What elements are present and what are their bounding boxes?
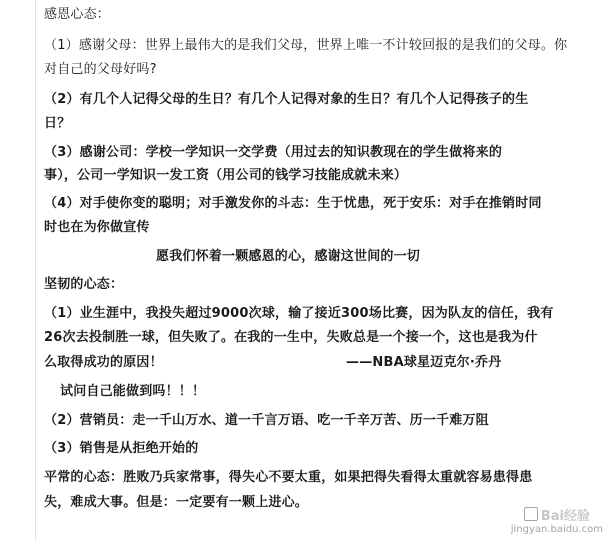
paragraph-line: 事），公司一学知识一发工资（用公司的钱学习技能成就未来）	[44, 168, 408, 183]
quote-attribution: ——NBA球星迈克尔·乔丹	[346, 355, 502, 370]
paragraph-line: （3）感谢公司：学校一学知识一交学费（用过去的知识教现在的学生做将来的	[44, 145, 503, 160]
heading-tenacity: 坚韧的心态：	[44, 277, 124, 292]
paragraph-line: 日？	[44, 116, 71, 131]
paw-icon	[524, 507, 538, 521]
paragraph-line: （2）营销员：走一千山万水、道一千言万语、吃一千辛万苦、历一千难万阻	[44, 413, 489, 428]
paragraph-line: 26次去投制胜一球，但失败了。在我的一生中，失败总是一个接一个，这也是我为什	[44, 330, 538, 345]
paragraph-line: 么取得成功的原因！	[44, 355, 163, 370]
paragraph-line: （1）业生涯中，我投失超过9000次球，输了接近300场比赛，因为队友的信任，我有	[44, 306, 554, 321]
paragraph-line: 时也在为你做宣传	[44, 220, 150, 235]
centered-motto: 愿我们怀着一颗感恩的心，感谢这世间的一切	[156, 249, 421, 264]
paragraph-line: （1）感谢父母：世界上最伟大的是我们父母，世界上唯一不计较回报的是我们的父母。你	[44, 38, 568, 53]
paragraph-line: 试问自己能做到吗！！！	[60, 384, 206, 399]
paragraph-line: 平常的心态：胜败乃兵家常事，得失心不要太重，如果把得失看得太重就容易患得患	[44, 470, 533, 485]
paragraph-line: （2）有几个人记得父母的生日？有几个人记得对象的生日？有几个人记得孩子的生	[44, 92, 529, 107]
paragraph-line: （4）对手使你变的聪明；对手激发你的斗志：生于忧患，死于安乐：对手在推销时同	[44, 196, 542, 211]
baidu-jingyan-watermark: Bai经验 jingyan.baidu.com	[510, 509, 603, 535]
heading-gratitude: 感恩心态：	[44, 7, 111, 22]
paragraph-line: 对自己的父母好吗?	[44, 62, 157, 77]
paragraph-line: （3）销售是从拒绝开始的	[44, 441, 199, 456]
paragraph-line: 失，难成大事。但是：一定要有一颗上进心。	[44, 495, 309, 510]
left-border	[35, 0, 36, 541]
